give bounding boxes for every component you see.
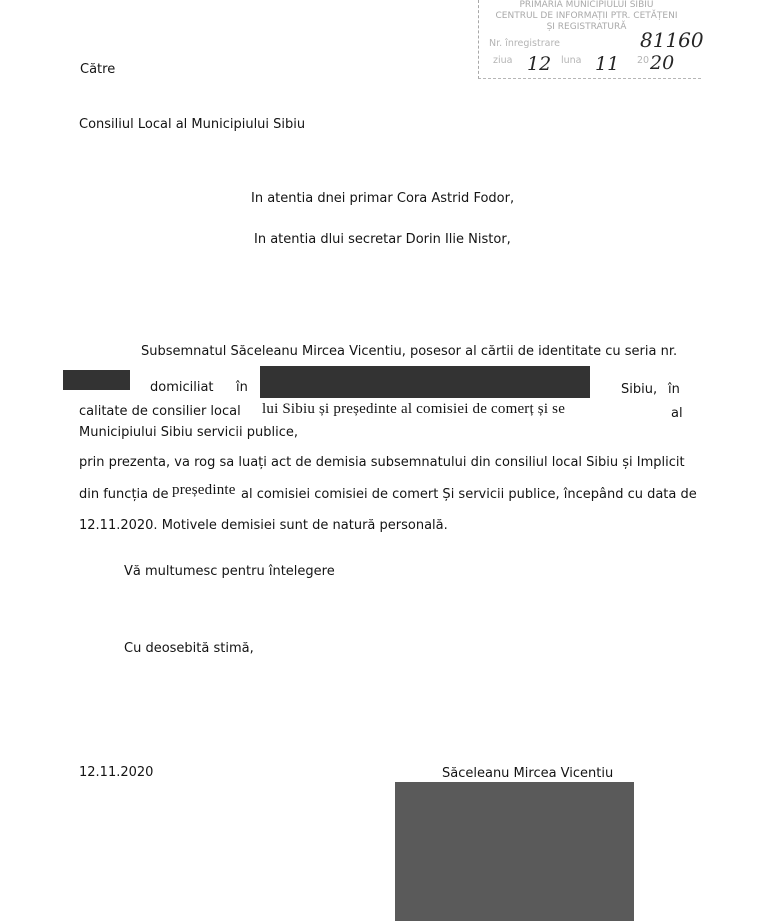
function-prefix: din funcția de xyxy=(79,487,169,502)
intro-line: Subsemnatul Săceleanu Mircea Vicentiu, posesor al cărtii de identitate cu seria nr. xyxy=(141,344,678,359)
stamp-reg-number: 81160 xyxy=(640,28,704,52)
signatory-name: Săceleanu Mircea Vicentiu xyxy=(442,766,614,781)
stamp-line-registry: ȘI REGISTRATURĂ xyxy=(546,22,627,32)
stamp-day: 12 xyxy=(527,53,552,75)
stamp-month: 11 xyxy=(595,53,620,75)
stamp-year: 20 xyxy=(650,52,675,74)
attention-mayor: In atentia dnei primar Cora Astrid Fodor, xyxy=(251,191,515,206)
stamp-month-label: luna xyxy=(561,55,582,66)
function-typed: președinte xyxy=(172,482,236,498)
function-rest: al comisiei comisiei de comert Și servicii publice, începând cu data de xyxy=(241,487,697,502)
al-word: al xyxy=(671,406,683,421)
to-label: Către xyxy=(80,62,116,77)
stamp-line-institution: PRIMĂRIA MUNICIPIULUI SIBIU xyxy=(519,0,654,10)
stamp-year-prefix: 20 xyxy=(637,55,650,66)
recipient: Consiliul Local al Municipiului Sibiu xyxy=(79,117,306,132)
thanks: Vă multumesc pentru întelegere xyxy=(124,564,335,579)
in-word: în xyxy=(236,380,248,395)
in-word-2: în xyxy=(668,382,680,397)
capacity-label: calitate de consilier local xyxy=(79,404,241,419)
closing: Cu deosebită stimă, xyxy=(124,641,254,656)
attention-secretary: In atentia dlui secretar Dorin Ilie Nistor, xyxy=(254,232,511,247)
municipality-line: Municipiului Sibiu servicii publice, xyxy=(79,425,299,440)
redacted-id-series xyxy=(63,370,130,390)
stamp-line-center: CENTRUL DE INFORMAȚII PTR. CETĂȚENI xyxy=(495,11,678,21)
stamp-reg-label: Nr. înregistrare xyxy=(489,38,560,49)
footer-date: 12.11.2020 xyxy=(79,765,154,780)
redacted-address xyxy=(260,366,590,398)
city-label: Sibiu, xyxy=(621,382,658,397)
request-line: prin prezenta, va rog sa luați act de demisia subsemnatului din consiliul local Sibiu și Implicit xyxy=(79,455,685,470)
redacted-signature xyxy=(395,782,634,921)
capacity-typed: lui Sibiu și președinte al comisiei de comerț și se xyxy=(262,401,566,417)
stamp-date-prefix: ziua xyxy=(493,55,513,66)
date-reason: 12.11.2020. Motivele demisiei sunt de natură personală. xyxy=(79,518,448,533)
domiciled-label: domiciliat xyxy=(150,380,214,395)
